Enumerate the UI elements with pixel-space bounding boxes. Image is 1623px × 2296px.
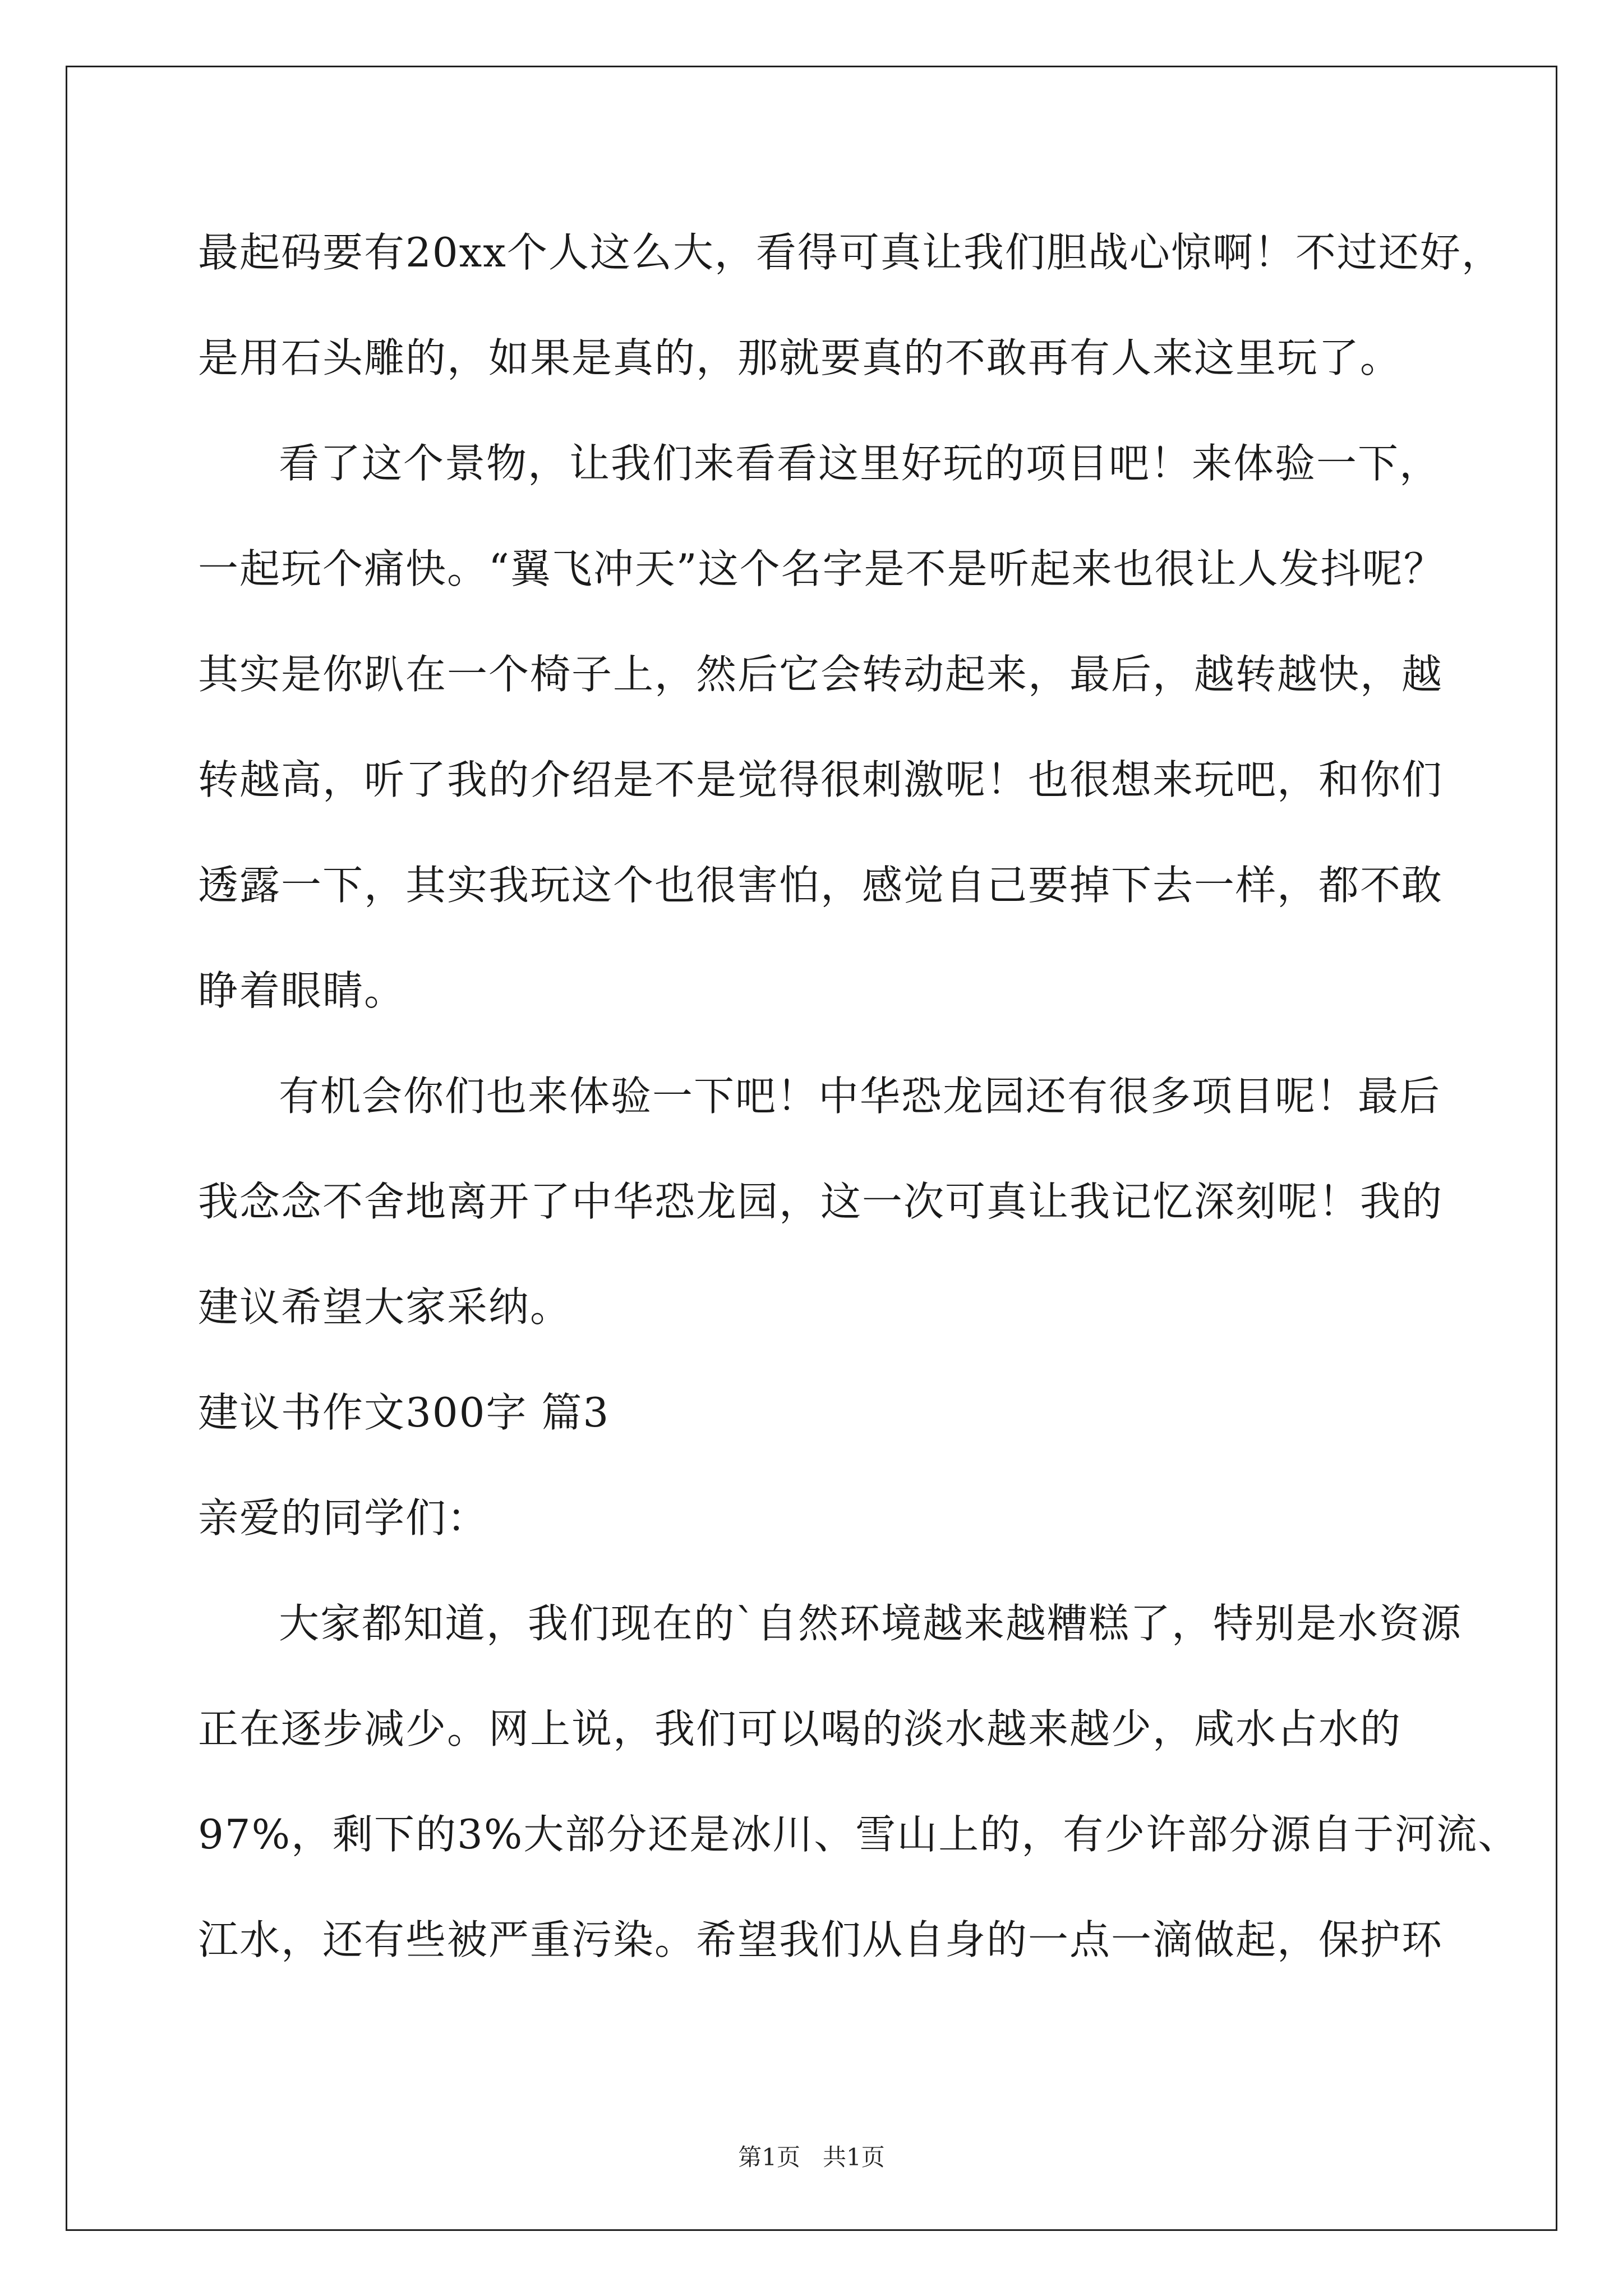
section-heading: 建议书作文300字 篇3 bbox=[198, 1389, 610, 1436]
page-border bbox=[66, 66, 1557, 2231]
body-line: 透露一下，其实我玩这个也很害怕，感觉自己要掉下去一样，都不敢 bbox=[198, 862, 1444, 909]
body-line: 一起玩个痛快。“翼飞冲天”这个名字是不是听起来也很让人发抖呢？ bbox=[198, 545, 1445, 592]
body-line: 是用石头雕的，如果是真的，那就要真的不敢再有人来这里玩了。 bbox=[198, 334, 1402, 381]
body-line: 江水，还有些被严重污染。希望我们从自身的一点一滴做起，保护环 bbox=[198, 1916, 1444, 1963]
paragraph-first-line: 大家都知道，我们现在的`自然环境越来越糟糕了，特别是水资源 bbox=[279, 1600, 1463, 1647]
body-line: 建议希望大家采纳。 bbox=[198, 1283, 572, 1331]
paragraph-first-line: 看了这个景物，让我们来看看这里好玩的项目吧！来体验一下， bbox=[279, 440, 1441, 487]
page-footer: 第1页 共1页 bbox=[738, 2143, 885, 2171]
body-line: 最起码要有20xx个人这么大，看得可真让我们胆战心惊啊！不过还好， bbox=[198, 229, 1503, 276]
body-line: 我念念不舍地离开了中华恐龙园，这一次可真让我记忆深刻呢！我的 bbox=[198, 1178, 1444, 1225]
salutation: 亲爱的同学们： bbox=[198, 1494, 489, 1542]
body-line: 其实是你趴在一个椅子上，然后它会转动起来，最后，越转越快，越 bbox=[198, 651, 1444, 698]
body-line: 转越高，听了我的介绍是不是觉得很刺激呢！也很想来玩吧，和你们 bbox=[198, 756, 1444, 803]
body-line: 97%，剩下的3%大部分还是冰川、雪山上的，有少许部分源自于河流、 bbox=[198, 1811, 1520, 1858]
body-line: 睁着眼睛。 bbox=[198, 967, 406, 1014]
body-line: 正在逐步减少。网上说，我们可以喝的淡水越来越少，咸水占水的 bbox=[198, 1705, 1402, 1752]
paragraph-first-line: 有机会你们也来体验一下吧！中华恐龙园还有很多项目呢！最后 bbox=[279, 1073, 1441, 1120]
